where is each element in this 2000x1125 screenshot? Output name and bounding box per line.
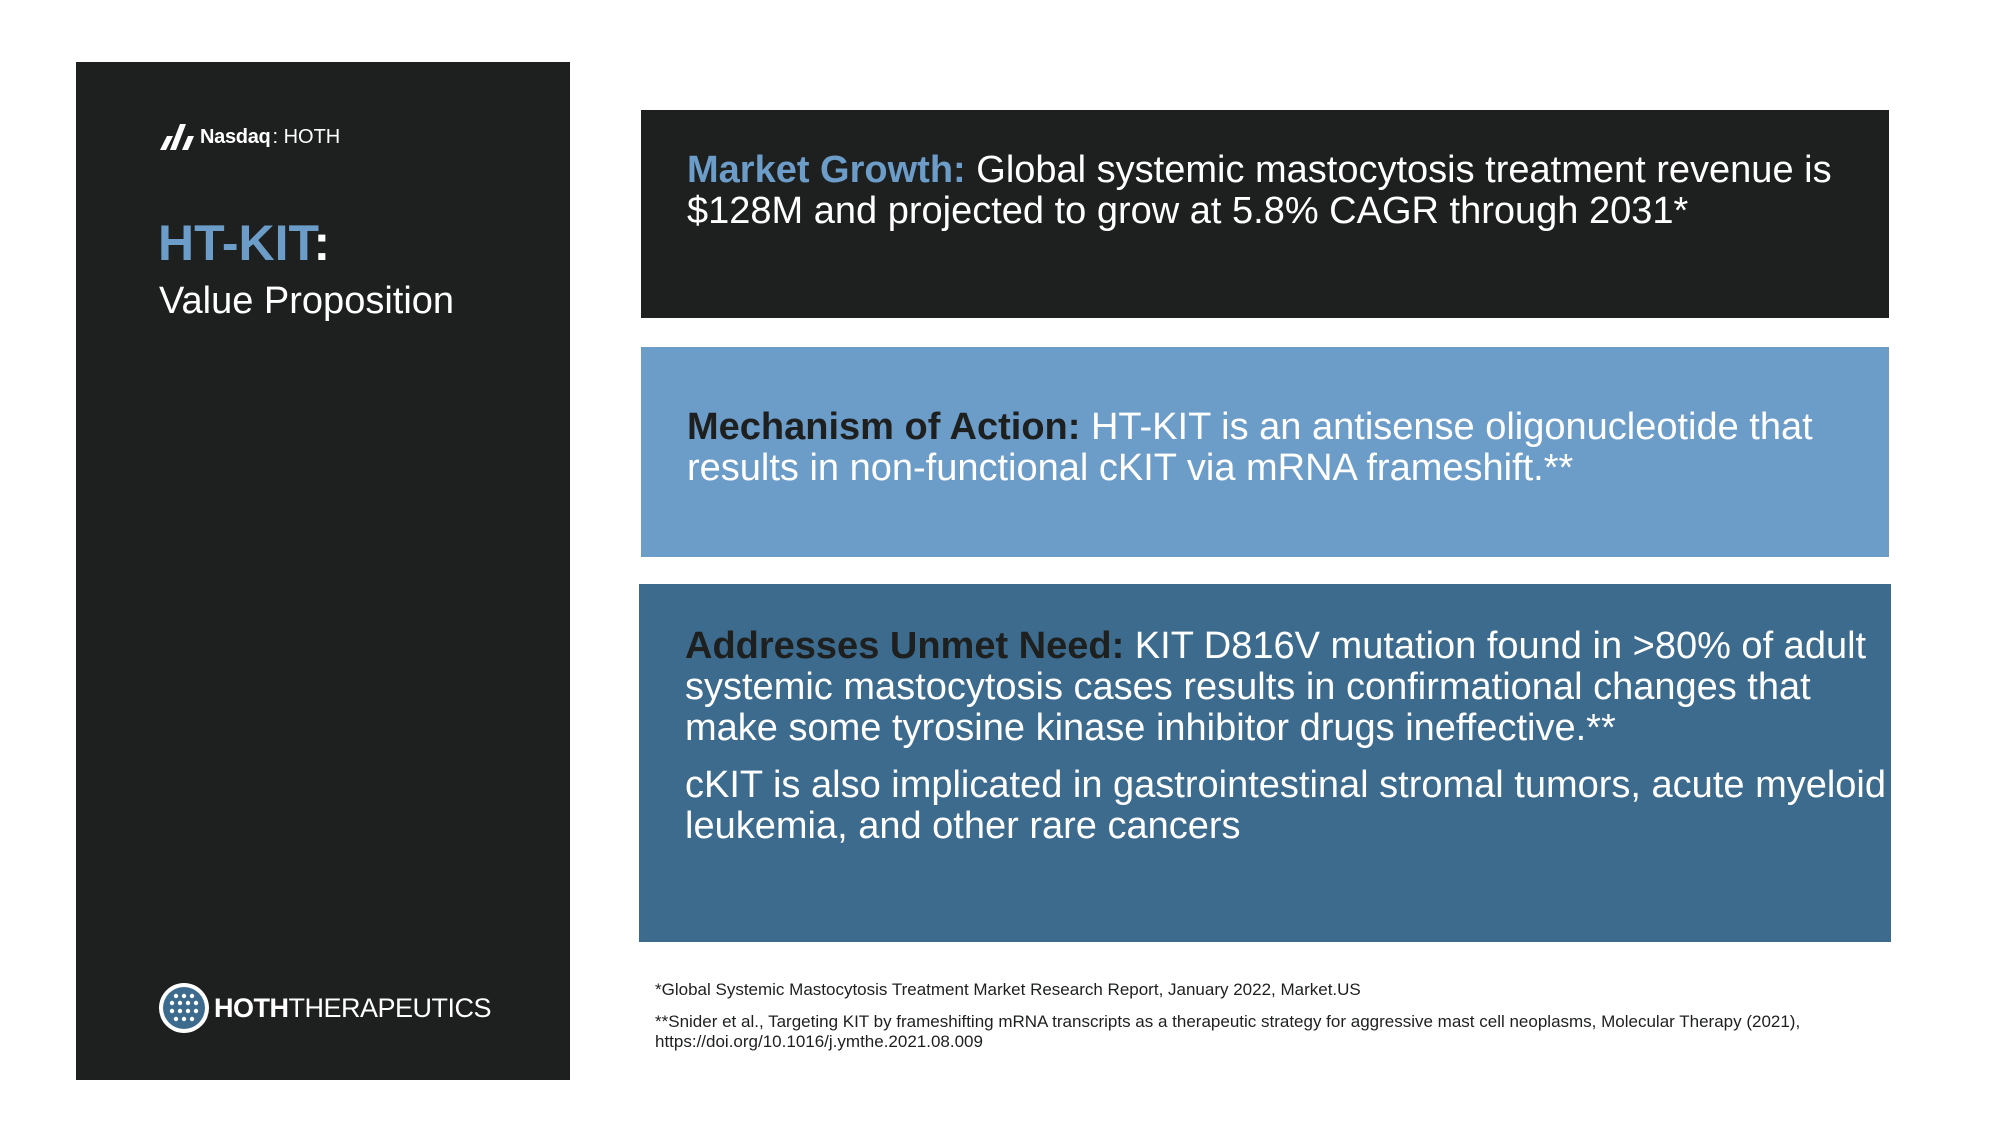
slide-title	[158, 214, 330, 272]
unmet-need-panel	[639, 584, 1891, 942]
title-product: HT-KIT	[158, 215, 314, 271]
brand-name-light: THERAPEUTICS	[288, 992, 492, 1023]
sidebar	[76, 62, 570, 1080]
market-growth-panel	[641, 110, 1889, 318]
unmet-need-text	[685, 626, 1891, 749]
footnote-citation: **Snider et al., Targeting KIT by frameshifting mRNA transcripts as a therapeutic strategy for aggressive mast cell neoplasms, Molecular Therapy (2021), https://doi.org/10.1016/j.ymthe.2021.08.009	[655, 1012, 1801, 1051]
market-growth-text	[687, 150, 1889, 232]
slide-subtitle: Value Proposition	[159, 280, 455, 322]
nasdaq-badge	[158, 122, 340, 152]
nasdaq-name: Nasdaq	[200, 125, 271, 148]
nasdaq-logo-icon	[158, 122, 196, 152]
ckit-note: cKIT is also implicated in gastrointestinal stromal tumors, acute myeloid leukemia, and other rare cancers	[685, 764, 1887, 847]
nasdaq-ticker: : HOTH	[272, 125, 341, 148]
mechanism-panel	[641, 347, 1889, 557]
unmet-need-label: Addresses Unmet Need:	[685, 625, 1125, 667]
brand-name-strong: HOTH	[214, 992, 289, 1023]
mechanism-body: HT-KIT is an antisense oligonucleotide that results in non-functional cKIT via mRNA frameshift.**	[687, 406, 1813, 489]
unmet-need-body: KIT D816V mutation found in >80% of adult systemic mastocytosis cases results in confirmational changes that make some tyrosine kinase inhibitor drugs ineffective.**	[685, 625, 1867, 749]
market-growth-body: Global systemic mastocytosis treatment revenue is $128M and projected to grow at 5.8% CAGR through 2031*	[687, 149, 1832, 232]
hoth-logo-icon	[158, 982, 210, 1034]
footnotes	[655, 980, 1975, 1052]
market-growth-label: Market Growth:	[687, 149, 966, 191]
footnote-market-report: *Global Systemic Mastocytosis Treatment Market Research Report, January 2022, Market.US	[655, 980, 1361, 999]
company-brand	[158, 982, 491, 1034]
mechanism-text	[687, 407, 1889, 489]
mechanism-label: Mechanism of Action:	[687, 406, 1081, 448]
title-colon: :	[313, 215, 331, 271]
